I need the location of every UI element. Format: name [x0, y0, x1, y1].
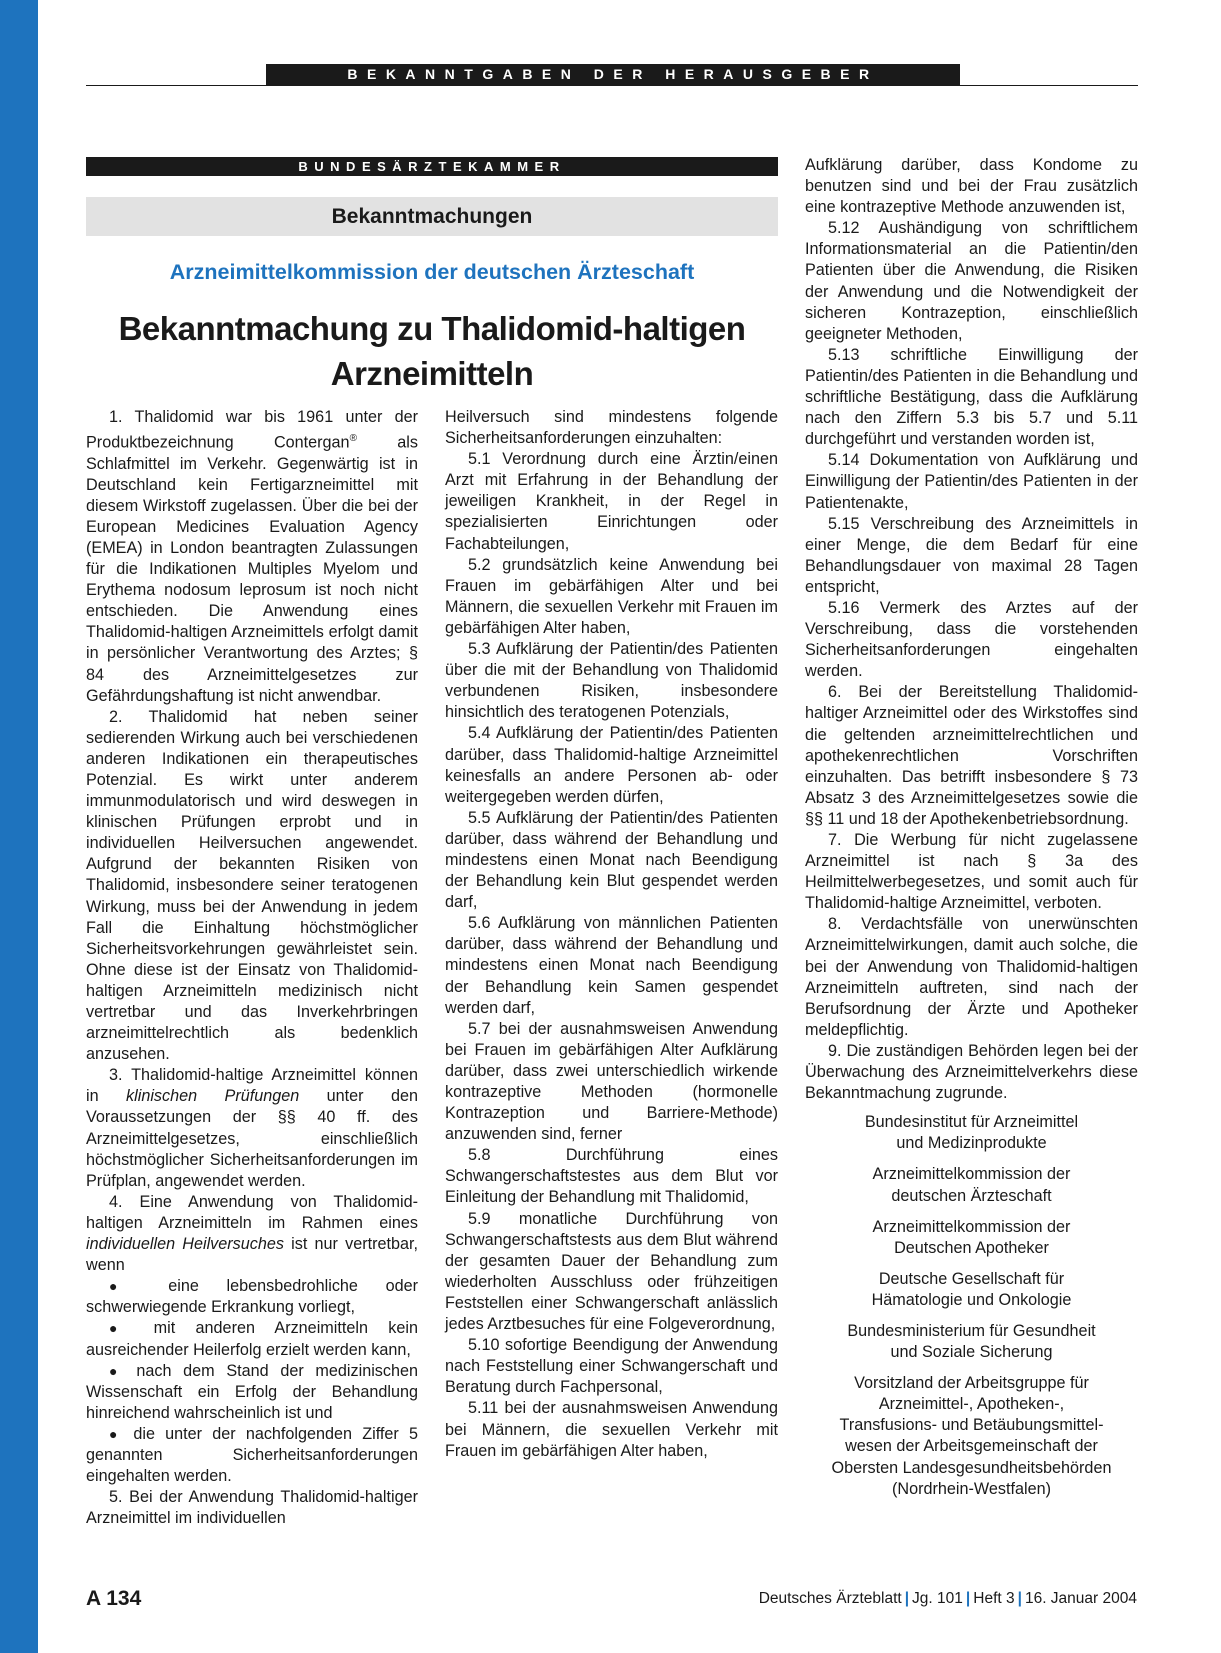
bullet-icon: ● [109, 1278, 141, 1295]
requirement-5-1: 5.1 Verordnung durch eine Ärztin/einen Arzt mit Erfahrung in der Behandlung der jeweiligen Krankheit, in der Regel in spezialisierten Einrichtungen oder Fachabteilungen, [445, 450, 778, 553]
side-color-bar [0, 0, 38, 1653]
organization-band: BUNDESÄRZTEKAMMER [86, 157, 778, 176]
separator: | [904, 1590, 910, 1607]
signatory-line: Arzneimittel-, Apotheken-, [878, 1395, 1065, 1414]
signatory-line: Arzneimittelkommission der [872, 1165, 1071, 1184]
signatory [805, 1164, 1138, 1206]
signatory-line: Obersten Landesgesundheitsbehörden [831, 1458, 1112, 1477]
article-title-line1: Bekanntmachung zu Thalidomid-haltigen [118, 310, 746, 347]
signatory-line: Bundesministerium für Gesundheit [847, 1321, 1096, 1340]
paragraph-1: 1. Thalidomid war bis 1961 unter der Produktbezeichnung Contergan® als Schlafmittel im Verkehr. Gegenwärtig ist in Deutschland kein Fertigarzneimittel mit diesem Wirkstoff zugelassen. Über die bei der European Medicines Evaluation Agency (EMEA) in London beantragten Zulassungen für die Indikationen Multiples Myelom und Erythema nodosum leprosum ist noch nicht entschieden. Die Anwendung eines Thalidomid-haltigen Arzneimittels erfolgt damit in persönlicher Verantwortung des Arztes; § 84 des Arzneimittelgesetzes zur Gefährdungshaftung ist nicht anwendbar. [86, 408, 418, 705]
bullet-item-4: ● die unter der nachfolgenden Ziffer 5 genannten Sicherheitsanforderungen eingehalten werden. [86, 1424, 418, 1486]
text-column-2 [445, 407, 778, 1462]
signatory-line: Bundesinstitut für Arzneimittel [864, 1113, 1079, 1132]
separator: | [1017, 1590, 1022, 1607]
requirement-5-7: 5.7 bei der ausnahmsweisen Anwendung bei Frauen im gebärfähigen Alter Aufklärung darüber, dass zwei unterschiedlich wirkende kontrazeptive Methoden (hormonelle Kontrazeption und Barriere-Methode) anzuwenden sind, ferner [445, 1019, 778, 1144]
bullet-item-1: ● eine lebensbedrohliche oder schwerwiegende Erkrankung vorliegt, [86, 1277, 418, 1317]
requirement-5-11-continued: Aufklärung darüber, dass Kondome zu benutzen sind und bei der Frau zusätzlich eine kontrazeptive Methode anzuwenden ist, [805, 156, 1138, 217]
requirement-5-4: 5.4 Aufklärung der Patientin/des Patienten darüber, dass Thalidomid-haltige Arzneimittel keinesfalls an andere Personen ab- oder weitergegeben werden dürfen, [445, 724, 778, 806]
requirement-5-6: 5.6 Aufklärung von männlichen Patienten darüber, dass während der Behandlung und mindestens einen Monat nach Beendigung der Behandlung kein Samen gespendet werden darf, [445, 914, 778, 1017]
signatory [805, 1373, 1138, 1500]
bullet-icon: ● [109, 1425, 124, 1442]
requirement-5-15: 5.15 Verschreibung des Arzneimittels in einer Menge, die dem Bedarf für eine Behandlungsdauer von maximal 28 Tagen entspricht, [805, 514, 1138, 596]
signatory [805, 1217, 1138, 1259]
journal-name: Deutsches Ärzteblatt [758, 1590, 902, 1607]
signatory-line: Vorsitzland der Arbeitsgruppe für [854, 1374, 1089, 1393]
requirement-5-2: 5.2 grundsätzlich keine Anwendung bei Frauen im gebärfähigen Alter und bei Männern, die sexuellen Verkehr mit Frauen im gebärfähigen Alter haben, [445, 555, 778, 637]
paragraph-5-continued: Heilversuch sind mindestens folgende Sicherheitsanforderungen einzuhalten: [445, 408, 778, 448]
signatory [805, 1321, 1138, 1363]
text-column-3 [805, 155, 1138, 1500]
signatory [805, 1269, 1138, 1311]
article-title [86, 306, 778, 396]
requirement-5-3: 5.3 Aufklärung der Patientin/des Patienten über die mit der Behandlung von Thalidomid verbundenen Risiken, insbesondere hinsichtlich des teratogenen Potenzials, [445, 640, 778, 722]
signatory-line: Deutschen Apotheker [894, 1238, 1049, 1257]
signatory-line: Deutsche Gesellschaft für [878, 1269, 1065, 1288]
separator: | [965, 1590, 971, 1607]
journal-date: 16. Januar 2004 [1024, 1590, 1137, 1607]
signatory-line: und Soziale Sicherung [890, 1343, 1053, 1362]
signatory-line: Hämatologie und Onkologie [871, 1290, 1072, 1309]
paragraph-4: 4. Eine Anwendung von Thalidomid-haltigen Arzneimitteln im Rahmen eines individuellen Heilversuches ist nur vertretbar, wenn [86, 1192, 418, 1275]
journal-volume: Jg. 101 [912, 1590, 963, 1607]
paragraph-5: 5. Bei der Anwendung Thalidomid-haltiger Arzneimittel im individuellen [86, 1488, 418, 1528]
paragraph-2: 2. Thalidomid hat neben seiner sedierenden Wirkung auch bei verschiedenen anderen Indikationen ein therapeutisches Potenzial. Es wirkt unter anderem immunmodulatorisch und wird deswegen in klinischen Prüfungen erprobt und in individuellen Heilversuchen angewendet. Aufgrund der bekannten Risiken von Thalidomid, insbesondere seiner teratogenen Wirkung, muss bei der Anwendung in jedem Fall die Einhaltung höchstmöglicher Sicherheitsvorkehrungen gewährleistet sein. Ohne diese ist der Einsatz von Thalidomid-haltigen Arzneimitteln medizinisch nicht vertretbar und das Inverkehrbringen arzneimittelrechtlich als bedenklich anzusehen. [86, 707, 418, 1064]
requirement-5-12: 5.12 Aushändigung von schriftlichem Informationsmaterial an die Patientin/den Patienten über die Anwendung, die Risiken der Anwendung und die Notwendigkeit der sicheren Kontrazeption, einschließlich geeigneter Methoden, [805, 219, 1138, 343]
journal-citation [759, 1590, 1137, 1608]
paragraph-6: 6. Bei der Bereitstellung Thalidomid-haltiger Arzneimittel oder des Wirkstoffes sind die geltenden arzneimittelrechtlichen und apothekenrechtlichen Vorschriften einzuhalten. Das betrifft insbesondere § 73 Absatz 3 des Arzneimittelgesetzes sowie die §§ 11 und 18 der Apothekenbetriebsordnung. [805, 683, 1138, 828]
signatory-line: Transfusions- und Betäubungsmittel- [839, 1416, 1104, 1435]
header-rule [86, 85, 1138, 86]
requirement-5-10: 5.10 sofortige Beendigung der Anwendung nach Feststellung einer Schwangerschaft und Beratung durch Fachpersonal, [445, 1336, 778, 1397]
bullet-item-2: ● mit anderen Arzneimitteln kein ausreichender Heilerfolg erzielt werden kann, [86, 1319, 418, 1359]
text-column-1 [86, 407, 418, 1529]
signatory [805, 1112, 1138, 1154]
requirement-5-11: 5.11 bei der ausnahmsweisen Anwendung bei Männern, die sexuellen Verkehr mit Frauen im gebärfähigen Alter haben, [445, 1399, 778, 1460]
bullet-icon: ● [109, 1362, 125, 1379]
signatory-line: deutschen Ärzteschaft [891, 1186, 1052, 1205]
signatory-line: Arzneimittelkommission der [872, 1217, 1071, 1236]
rubric-band: Bekanntmachungen [86, 197, 778, 236]
journal-issue: Heft 3 [973, 1590, 1015, 1607]
signatory-line: und Medizinprodukte [896, 1134, 1047, 1153]
bullet-item-3: ● nach dem Stand der medizinischen Wissenschaft ein Erfolg der Behandlung hinreichend wahrscheinlich ist und [86, 1361, 418, 1422]
requirement-5-14: 5.14 Dokumentation von Aufklärung und Einwilligung der Patientin/des Patienten in der Patientenakte, [805, 451, 1138, 512]
requirement-5-9: 5.9 monatliche Durchführung von Schwangerschaftstests aus dem Blut während der gesamten Dauer der Behandlung zum wiederholten Ausschluss oder frühzeitigen Feststellen einer Schwangerschaft anlässlich jedes Arztbesuches für eine Folgeverordnung, [445, 1209, 778, 1334]
bullet-icon: ● [109, 1320, 134, 1337]
page-number: A 134 [86, 1587, 142, 1610]
paragraph-8: 8. Verdachtsfälle von unerwünschten Arzneimittelwirkungen, damit auch solche, die bei der Anwendung von Thalidomid-haltigen Arzneimitteln auftreten, sind nach der Berufsordnung der Ärzte und Apotheker meldepflichtig. [805, 915, 1138, 1039]
article-publisher: Arzneimittelkommission der deutschen Ärzteschaft [169, 260, 695, 284]
requirement-5-5: 5.5 Aufklärung der Patientin/des Patienten darüber, dass während der Behandlung und mindestens einen Monat nach Beendigung der Behandlung kein Blut gespendet werden darf, [445, 808, 778, 912]
paragraph-9: 9. Die zuständigen Behörden legen bei der Überwachung des Arzneimittelverkehrs diese Bekanntmachung zugrunde. [805, 1041, 1138, 1103]
article-title-line2: Arzneimitteln [330, 355, 534, 392]
requirement-5-13: 5.13 schriftliche Einwilligung der Patientin/des Patienten in die Behandlung und schriftliche Bestätigung, dass die Aufklärung nach den Ziffern 5.3 bis 5.7 und 5.11 durchgeführt und verstanden worden ist, [805, 345, 1138, 449]
requirement-5-16: 5.16 Vermerk des Arztes auf der Verschreibung, dass die vorstehenden Sicherheitsanforderungen eingehalten werden. [805, 598, 1138, 681]
section-header: BEKANNTGABEN DER HERAUSGEBER [266, 64, 960, 85]
paragraph-3: 3. Thalidomid-haltige Arzneimittel können in klinischen Prüfungen unter den Voraussetzungen der §§ 40 ff. des Arzneimittelgesetzes, einschließlich höchstmöglicher Sicherheitsanforderungen im Prüfplan, angewendet werden. [86, 1066, 419, 1190]
signatory-list [805, 1112, 1138, 1500]
signatory-line: wesen der Arbeitsgemeinschaft der [845, 1437, 1098, 1456]
paragraph-7: 7. Die Werbung für nicht zugelassene Arzneimittel ist nach § 3a des Heilmittelwerbegesetzes, und somit auch für Thalidomid-haltige Arzneimittel, verboten. [805, 831, 1138, 913]
requirement-5-8: 5.8 Durchführung eines Schwangerschaftstestes aus dem Blut vor Einleitung der Behandlung mit Thalidomid, [445, 1146, 778, 1207]
signatory-line: (Nordrhein-Westfalen) [892, 1479, 1051, 1498]
